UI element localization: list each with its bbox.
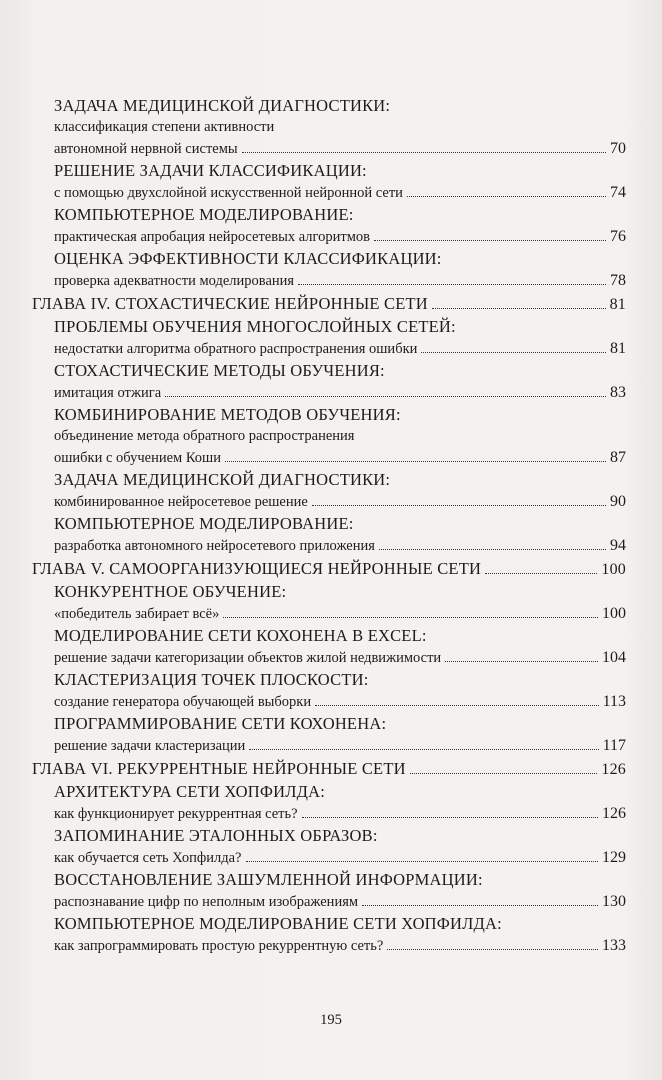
subtitle-text: имитация отжига	[54, 385, 162, 401]
page-ref: 94	[610, 537, 626, 554]
dot-leader	[315, 705, 599, 706]
heading-text: ГЛАВА V. САМООРГАНИЗУЮЩИЕСЯ НЕЙРОННЫЕ СЕТИ	[32, 559, 482, 578]
page-ref: 130	[602, 893, 626, 910]
subtitle-text: решение задачи категоризации объектов жилой недвижимости	[54, 650, 442, 666]
heading-text: ПРОБЛЕМЫ ОБУЧЕНИЯ МНОГОСЛОЙНЫХ СЕТЕЙ:	[54, 317, 456, 336]
page-ref: 74	[610, 184, 626, 201]
subtitle-text: проверка адекватности моделирования	[54, 273, 295, 289]
heading-text: ПРОГРАММИРОВАНИЕ СЕТИ КОХОНЕНА:	[54, 714, 387, 733]
chapter-heading	[32, 292, 626, 316]
page-ref: 78	[610, 272, 626, 289]
dot-leader	[362, 905, 598, 906]
table-of-contents	[32, 95, 626, 957]
section-heading	[32, 869, 626, 891]
section-heading	[32, 95, 626, 117]
page-number: 195	[320, 1012, 342, 1028]
heading-text: КЛАСТЕРИЗАЦИЯ ТОЧЕК ПЛОСКОСТИ:	[54, 670, 369, 689]
dot-leader	[407, 196, 606, 197]
page-ref: 81	[609, 296, 626, 313]
heading-text: МОДЕЛИРОВАНИЕ СЕТИ КОХОНЕНА В EXCEL:	[54, 626, 427, 645]
toc-section	[32, 248, 626, 292]
section-heading	[32, 469, 626, 491]
section-subtitle	[32, 491, 626, 513]
dot-leader	[432, 308, 606, 309]
dot-leader	[249, 749, 598, 750]
section-subtitle	[32, 447, 626, 469]
section-heading	[32, 360, 626, 382]
dot-leader	[421, 352, 606, 353]
toc-section	[32, 204, 626, 248]
toc-section	[32, 95, 626, 160]
subtitle-text: как функционирует рекуррентная сеть?	[54, 806, 298, 822]
toc-section	[32, 781, 626, 825]
heading-text: КОМПЬЮТЕРНОЕ МОДЕЛИРОВАНИЕ:	[54, 205, 354, 224]
toc-section	[32, 360, 626, 404]
section-heading	[32, 160, 626, 182]
heading-text: ВОССТАНОВЛЕНИЕ ЗАШУМЛЕННОЙ ИНФОРМАЦИИ:	[54, 870, 483, 889]
toc-section	[32, 469, 626, 513]
dot-leader	[485, 573, 597, 574]
section-heading	[32, 204, 626, 226]
dot-leader	[246, 861, 599, 862]
dot-leader	[302, 817, 598, 818]
heading-text: АРХИТЕКТУРА СЕТИ ХОПФИЛДА:	[54, 782, 325, 801]
dot-leader	[225, 461, 606, 462]
section-heading	[32, 713, 626, 735]
section-subtitle	[32, 803, 626, 825]
page-ref: 104	[602, 649, 626, 666]
dot-leader	[165, 396, 606, 397]
section-subtitle	[32, 426, 626, 447]
chapter-heading	[32, 757, 626, 781]
section-heading	[32, 581, 626, 603]
toc-section	[32, 713, 626, 757]
dot-leader	[410, 773, 598, 774]
page-ref: 81	[610, 340, 626, 357]
section-subtitle	[32, 382, 626, 404]
section-subtitle	[32, 891, 626, 913]
section-heading	[32, 825, 626, 847]
section-subtitle	[32, 338, 626, 360]
toc-section	[32, 404, 626, 469]
dot-leader	[223, 617, 598, 618]
subtitle-text: классификация степени активности	[54, 119, 275, 135]
toc-section	[32, 316, 626, 360]
subtitle-text: распознавание цифр по неполным изображениям	[54, 894, 359, 910]
page-ref: 76	[610, 228, 626, 245]
section-subtitle	[32, 117, 626, 138]
section-heading	[32, 404, 626, 426]
heading-text: ГЛАВА VI. РЕКУРРЕНТНЫЕ НЕЙРОННЫЕ СЕТИ	[32, 759, 406, 778]
dot-leader	[298, 284, 606, 285]
toc-chapter	[32, 292, 626, 316]
heading-text: ГЛАВА IV. СТОХАСТИЧЕСКИЕ НЕЙРОННЫЕ СЕТИ	[32, 294, 428, 313]
section-subtitle	[32, 226, 626, 248]
page-ref: 126	[601, 761, 626, 778]
subtitle-text: как запрограммировать простую рекуррентную сеть?	[54, 938, 384, 954]
section-subtitle	[32, 735, 626, 757]
section-subtitle	[32, 691, 626, 713]
dot-leader	[242, 152, 606, 153]
page-ref: 100	[602, 605, 626, 622]
subtitle-text: создание генератора обучающей выборки	[54, 694, 312, 710]
toc-section	[32, 869, 626, 913]
section-subtitle	[32, 647, 626, 669]
page-ref: 100	[601, 561, 626, 578]
section-subtitle	[32, 935, 626, 957]
heading-text: СТОХАСТИЧЕСКИЕ МЕТОДЫ ОБУЧЕНИЯ:	[54, 361, 385, 380]
section-heading	[32, 781, 626, 803]
heading-text: КОМБИНИРОВАНИЕ МЕТОДОВ ОБУЧЕНИЯ:	[54, 405, 401, 424]
heading-text: КОНКУРЕНТНОЕ ОБУЧЕНИЕ:	[54, 582, 287, 601]
heading-text: ЗАПОМИНАНИЕ ЭТАЛОННЫХ ОБРАЗОВ:	[54, 826, 378, 845]
heading-text: ЗАДАЧА МЕДИЦИНСКОЙ ДИАГНОСТИКИ:	[54, 96, 391, 115]
page-ref: 117	[602, 737, 626, 754]
section-subtitle	[32, 603, 626, 625]
subtitle-text: «победитель забирает всё»	[54, 606, 220, 622]
toc-section	[32, 669, 626, 713]
heading-text: ОЦЕНКА ЭФФЕКТИВНОСТИ КЛАССИФИКАЦИИ:	[54, 249, 442, 268]
dot-leader	[374, 240, 606, 241]
section-subtitle	[32, 535, 626, 557]
section-subtitle	[32, 270, 626, 292]
heading-text: РЕШЕНИЕ ЗАДАЧИ КЛАССИФИКАЦИИ:	[54, 161, 367, 180]
heading-text: ЗАДАЧА МЕДИЦИНСКОЙ ДИАГНОСТИКИ:	[54, 470, 391, 489]
section-heading	[32, 248, 626, 270]
dot-leader	[387, 949, 598, 950]
page-ref: 87	[610, 449, 626, 466]
section-heading	[32, 316, 626, 338]
section-heading	[32, 913, 626, 935]
dot-leader	[379, 549, 606, 550]
section-subtitle	[32, 138, 626, 160]
section-heading	[32, 669, 626, 691]
page-ref: 70	[610, 140, 626, 157]
dot-leader	[312, 505, 606, 506]
chapter-heading	[32, 557, 626, 581]
section-subtitle	[32, 847, 626, 869]
page-ref: 83	[610, 384, 626, 401]
subtitle-text: ошибки с обучением Коши	[54, 450, 221, 466]
dot-leader	[445, 661, 598, 662]
subtitle-text: объединение метода обратного распространения	[54, 428, 355, 444]
section-heading	[32, 625, 626, 647]
subtitle-text: автономной нервной системы	[54, 141, 238, 157]
heading-text: КОМПЬЮТЕРНОЕ МОДЕЛИРОВАНИЕ СЕТИ ХОПФИЛДА:	[54, 914, 502, 933]
heading-text: КОМПЬЮТЕРНОЕ МОДЕЛИРОВАНИЕ:	[54, 514, 354, 533]
section-subtitle	[32, 182, 626, 204]
toc-section	[32, 825, 626, 869]
toc-section	[32, 581, 626, 625]
toc-section	[32, 625, 626, 669]
subtitle-text: разработка автономного нейросетевого приложения	[54, 538, 375, 554]
subtitle-text: недостатки алгоритма обратного распространения ошибки	[54, 341, 418, 357]
subtitle-text: комбинированное нейросетевое решение	[54, 494, 308, 510]
subtitle-text: как обучается сеть Хопфилда?	[54, 850, 242, 866]
subtitle-text: практическая апробация нейросетевых алгоритмов	[54, 229, 370, 245]
toc-chapter	[32, 557, 626, 581]
toc-section	[32, 160, 626, 204]
subtitle-text: решение задачи кластеризации	[54, 738, 246, 754]
toc-section	[32, 913, 626, 957]
section-heading	[32, 513, 626, 535]
page-ref: 113	[602, 693, 626, 710]
page-ref: 133	[602, 937, 626, 954]
toc-chapter	[32, 757, 626, 781]
toc-section	[32, 513, 626, 557]
subtitle-text: с помощью двухслойной искусственной нейронной сети	[54, 185, 403, 201]
page-ref: 90	[610, 493, 626, 510]
page-ref: 129	[602, 849, 626, 866]
page-ref: 126	[602, 805, 626, 822]
